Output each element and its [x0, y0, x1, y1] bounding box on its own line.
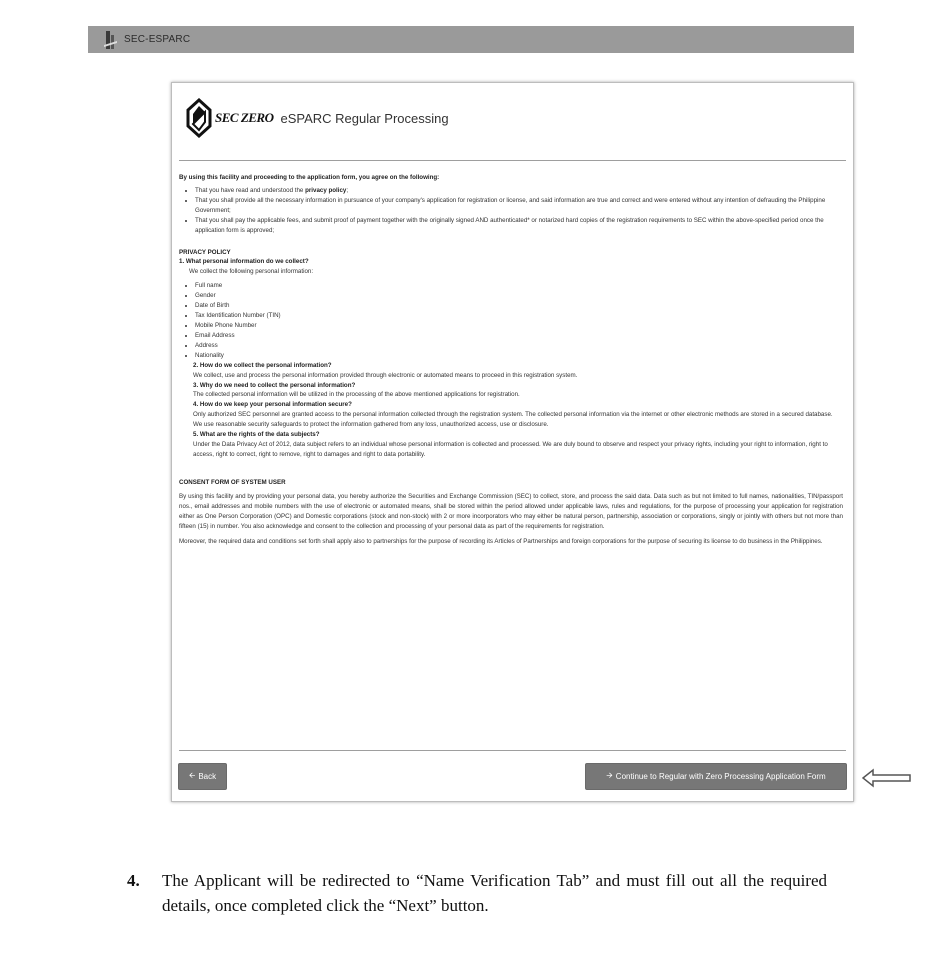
- list-item: [195, 186, 843, 196]
- answer-text: The collected personal information will be utilized in the processing of the above mentioned applications for registration.: [193, 391, 520, 399]
- page-title: eSPARC Regular Processing: [280, 110, 449, 126]
- back-button[interactable]: [178, 763, 227, 790]
- app-title: SEC-ESPARC: [124, 34, 191, 45]
- question-heading: 4. How do we keep your personal information secure?: [193, 401, 352, 409]
- list-item: • Email Address: [195, 331, 843, 341]
- list-item: • That you shall provide all the necessary information in pursuance of your company's application for registration or license, and said information are true and correct and were entered without any intention of defrauding the Philippine Government;: [195, 196, 843, 216]
- question-heading: 5. What are the rights of the data subjects?: [193, 431, 320, 439]
- consent-paragraph: Moreover, the required data and conditions set forth shall apply also to partnerships for the purpose of recording its Articles of Partnerships and foreign corporations for the purpose of securing its license to do business in the Philippines.: [179, 537, 823, 545]
- list-item: • Mobile Phone Number: [195, 321, 843, 331]
- instruction-step: [127, 868, 827, 918]
- pointer-arrow-icon: [862, 768, 912, 788]
- list-item: • Gender: [195, 291, 843, 301]
- terms-content: [179, 173, 843, 546]
- top-bar: [88, 26, 854, 53]
- continue-button[interactable]: [585, 763, 847, 790]
- list-item: • Full name: [195, 281, 843, 291]
- privacy-policy-heading: PRIVACY POLICY: [179, 248, 231, 256]
- answer-text: We collect the following personal information:: [189, 268, 314, 276]
- logo-wordmark: SEC ZERO: [215, 110, 274, 125]
- panel-header: [186, 98, 449, 138]
- answer-text: Under the Data Privacy Act of 2012, data subject refers to an individual whose personal information is collected and processed. We are duly bound to observe and respect your privacy rights, including your right to information, right to access, right to correct, right to remove, right to damages and right to data portability.: [193, 441, 828, 458]
- sec-zero-logo-icon: [186, 98, 212, 138]
- step-number: 4.: [127, 871, 140, 890]
- arrow-left-icon: 🡨: [188, 770, 196, 780]
- agreement-text: That you have read and understood the: [195, 186, 306, 194]
- answer-text: We collect, use and process the personal information provided through electronic or automated means to proceed in this registration system.: [193, 371, 578, 379]
- list-item: • Tax Identification Number (TIN): [195, 311, 843, 321]
- arrow-right-icon: 🡪: [606, 770, 613, 780]
- answer-text: Only authorized SEC personnel are granted access to the personal information collected through the registration system. The collected personal information via the internet or other electronic methods are stored in a secured database. We use reasonable security safeguards to protect the information gathered from any loss, unauthorized access, use or disclosure.: [193, 411, 833, 429]
- personal-info-list: [179, 281, 843, 360]
- list-item: • Date of Birth: [195, 301, 843, 311]
- question-heading: 3. Why do we need to collect the personal information?: [193, 381, 356, 389]
- sec-logo-icon: [104, 31, 118, 49]
- agreement-list: [179, 186, 843, 236]
- header-divider: [179, 160, 846, 161]
- step-text: The Applicant will be redirected to “Name Verification Tab” and must fill out all the required details, once completed click the “Next” button.: [162, 871, 827, 915]
- agreement-intro: By using this facility and proceeding to the application form, you agree on the following:: [179, 174, 440, 181]
- question-heading: 1. What personal information do we collect?: [179, 258, 309, 266]
- list-item: • Nationality: [195, 351, 843, 361]
- footer-divider: [179, 750, 846, 751]
- list-item: • That you shall pay the applicable fees, and submit proof of payment together with the originally signed AND authenticated* or notarized hard copies of the registration requirements to SEC within the above-specified period once the application form is approved;: [195, 216, 843, 236]
- list-item: • Address: [195, 341, 843, 351]
- continue-button-label: Continue to Regular with Zero Processing Application Form: [615, 772, 826, 781]
- consent-heading: CONSENT FORM OF SYSTEM USER: [179, 478, 286, 486]
- consent-paragraph: By using this facility and by providing your personal data, you hereby authorize the Securities and Exchange Commission (SEC) to collect, store, and process the said data. Data such as but not limited to full names, nationalities, TIN/passport nos., email addresses and mobile numbers with the use of electronic or automated means, shall be stored within the period allowed under applicable laws, rules and regulations, for the purpose of processing your application for registration either as One Person Corporation (OPC) and Domestic corporations (stock and non-stock) with 2 or more incorporators who may either be natural person, partnership, association or corporations, singly or jointly with others but not more than fifteen (15) in number. You also acknowledge and consent to the collection and processing of your personal data as part of the requirements for registration.: [179, 492, 843, 530]
- registration-panel: [171, 82, 854, 802]
- agreement-text: ;: [346, 186, 349, 194]
- question-heading: 2. How do we collect the personal information?: [193, 361, 332, 369]
- privacy-policy-label: privacy policy: [305, 186, 347, 194]
- back-button-label: Back: [198, 772, 217, 781]
